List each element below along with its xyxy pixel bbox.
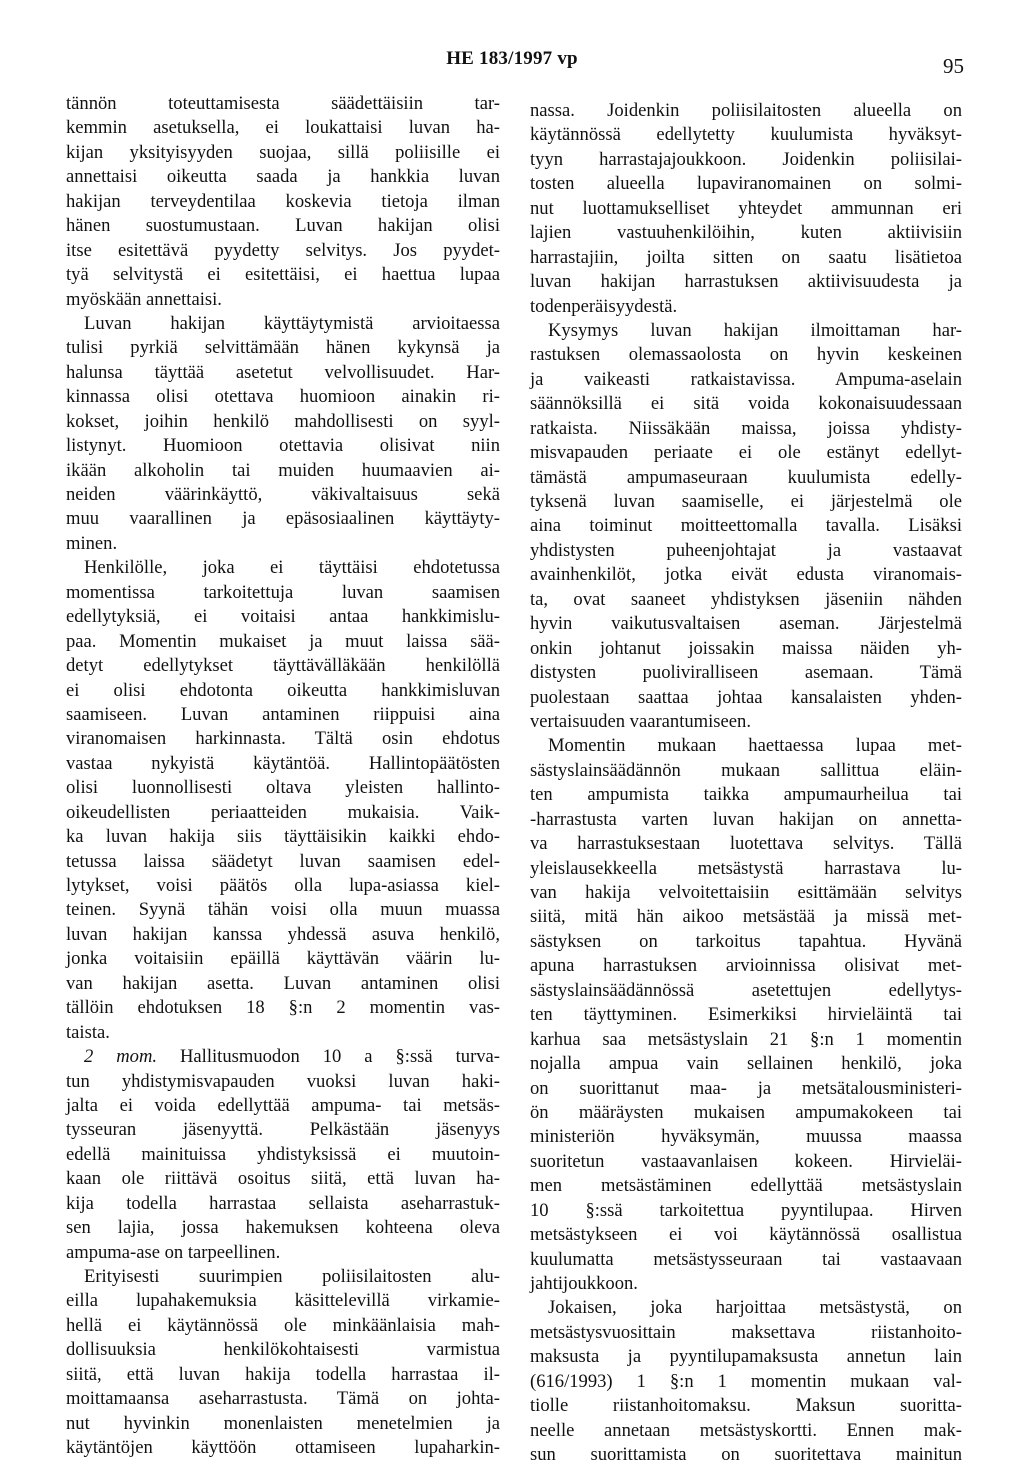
text-line <box>66 361 500 385</box>
text-line <box>66 1118 500 1142</box>
line-text: va harrastuksestaan luotettava selvitys. Tällä <box>530 833 962 855</box>
text-line <box>66 263 500 287</box>
text-line <box>530 881 962 905</box>
line-text: Jokaisen, joka harjoittaa metsästystä, on <box>548 1297 962 1319</box>
text-line <box>66 214 500 238</box>
text-line <box>530 1443 962 1467</box>
text-line <box>530 905 962 929</box>
text-line <box>66 630 500 654</box>
text-line <box>530 172 962 196</box>
text-line <box>66 410 500 434</box>
line-text: yleislausekkeella metsästystä harrastava lu- <box>530 857 962 879</box>
line-text: paa. Momentin mukaiset ja muut laissa sää- <box>66 630 500 652</box>
line-text: misvapauden periaate ei ole estänyt edellyt- <box>530 442 962 464</box>
line-text: käytäntöjen käyttöön ottamiseen lupaharkin- <box>66 1437 500 1459</box>
text-line <box>530 1370 962 1394</box>
text-line <box>66 850 500 874</box>
text-line <box>530 1077 962 1101</box>
line-text: käytännössä edellytetty kuulumista hyväksyt- <box>530 124 962 146</box>
line-text: moittamaansa aseharrastusta. Tämä on johta- <box>66 1388 500 1410</box>
line-text: siitä, että luvan hakija todella harrastaa il- <box>66 1363 500 1385</box>
text-line <box>530 1296 962 1320</box>
line-text: ratkaista. Niissäkään maissa, joissa yhdisty- <box>530 417 962 439</box>
line-text: yhdistysten puheenjohtajat ja vastaavat <box>530 539 962 561</box>
line-text: suoritetun vastaavanlaisen kokeen. Hirvieläi- <box>530 1150 962 1172</box>
text-line <box>530 1321 962 1345</box>
line-text: jonka voitaisiin epäillä käyttävän väärin lu- <box>66 948 500 970</box>
line-text: tyksenä luvan saamiselle, ei järjestelmä ole <box>530 491 962 512</box>
line-text: hellä ei käytännössä ole minkäänlaisia mah- <box>66 1314 500 1336</box>
text-line <box>530 221 962 245</box>
line-text: kaan ole riittävä osoitus siitä, että luvan ha- <box>66 1168 500 1190</box>
text-line <box>66 1387 500 1411</box>
line-text: kemmin asetuksella, ei loukattaisi luvan ha- <box>66 117 500 139</box>
line-text: vertaisuuden vaarantumiseen. <box>530 710 751 732</box>
line-text: rastuksen olemassaolosta on hyvin keskeinen <box>530 344 962 366</box>
line-text: maksusta ja pyyntilupamaksusta annetun lain <box>530 1346 962 1368</box>
text-line <box>530 1345 962 1369</box>
text-line <box>66 703 500 727</box>
line-text: apuna harrastuksen arvioinnissa olisivat met- <box>530 955 962 977</box>
line-text: nassa. Joidenkin poliisilaitosten alueella on <box>530 100 962 121</box>
line-text: aina toiminut moitteettomalla tavalla. Lisäksi <box>530 515 962 537</box>
text-line <box>530 1150 962 1174</box>
text-line <box>66 1192 500 1216</box>
text-line <box>530 710 962 734</box>
text-line <box>530 246 962 270</box>
text-line <box>530 490 962 514</box>
text-line <box>66 727 500 751</box>
italic-term: 2 mom. <box>84 1046 158 1068</box>
text-line <box>530 979 962 1003</box>
line-text: onkin johtanut joissakin maissa näiden yh- <box>530 637 962 659</box>
line-text: sästyslainsäädännön mukaan sallittua eläin- <box>530 759 962 781</box>
line-text: ministeriön hyväksymän, muussa maassa <box>530 1126 962 1148</box>
line-text: Hallitusmuodon 10 a §:ssä turva- <box>157 1046 501 1068</box>
text-line <box>66 1314 500 1338</box>
text-line <box>530 466 962 490</box>
line-text: tyyn harrastajajoukkoon. Joidenkin poliisilai- <box>530 148 962 170</box>
text-line <box>66 801 500 825</box>
line-text: viranomaisen harkinnasta. Tältä osin ehdotus <box>66 728 500 750</box>
text-line <box>66 239 500 263</box>
text-line <box>66 1070 500 1094</box>
text-line <box>530 99 962 123</box>
text-line <box>530 197 962 221</box>
line-text: edellä mainituissa yhdistyksissä ei muutoin- <box>66 1143 500 1165</box>
text-line <box>66 1265 500 1289</box>
text-line <box>530 1272 962 1296</box>
line-text: lytykset, voisi päätös olla lupa-asiassa kiel- <box>66 875 500 896</box>
text-line <box>66 1289 500 1313</box>
text-line <box>530 808 962 832</box>
line-text: detyt edellytykset täyttävälläkään henkilöllä <box>66 655 500 677</box>
line-text: lajien vastuuhenkilöihin, kuten aktiivisiin <box>530 222 962 244</box>
text-line <box>530 588 962 612</box>
line-text: nojalla ampua vain sellainen henkilö, joka <box>530 1053 962 1075</box>
text-line <box>530 319 962 343</box>
text-line <box>66 483 500 507</box>
page-header <box>0 48 1024 82</box>
line-text: vastaa nykyistä käytäntöä. Hallintopäätösten <box>66 752 500 774</box>
text-line <box>66 434 500 458</box>
text-line <box>66 947 500 971</box>
line-text: ka luvan hakija siis täyttäisikin kaikki ehdo- <box>66 826 500 848</box>
line-text: minen. <box>66 532 118 554</box>
text-line <box>530 1174 962 1198</box>
text-line <box>66 1436 500 1460</box>
text-line <box>530 1028 962 1052</box>
text-line <box>530 514 962 538</box>
text-line <box>66 1167 500 1191</box>
text-line <box>530 930 962 954</box>
line-text: sästyslainsäädännössä asetettujen edellytys- <box>530 979 962 1001</box>
text-line <box>530 832 962 856</box>
line-text: edellytyksiä, ei voitaisi antaa hankkimislu- <box>66 606 500 628</box>
line-text: ikään alkoholin tai muiden huumaavien ai- <box>66 459 500 481</box>
text-line <box>530 123 962 147</box>
line-text: tysseuran jäsenyyttä. Pelkästään jäsenyys <box>66 1119 500 1141</box>
text-line <box>530 563 962 587</box>
text-line <box>530 1003 962 1027</box>
text-line <box>530 441 962 465</box>
line-text: ten ampumista taikka ampumaurheilua tai <box>530 784 962 806</box>
text-line <box>66 923 500 947</box>
line-text: distysten puoliviralliseen asemaan. Tämä <box>530 662 962 684</box>
line-text: kija todella harrastaa sellaista aseharrastuk- <box>66 1192 500 1214</box>
line-text: eilla lupahakemuksia käsittelevillä virkamie- <box>66 1290 500 1312</box>
line-text: ta, ovat saaneet yhdistyksen jäseniin nähden <box>530 588 962 610</box>
text-line <box>66 141 500 165</box>
line-text: itse esitettävä pyydetty selvitys. Jos pyydet- <box>66 239 500 261</box>
text-line <box>66 605 500 629</box>
text-line <box>66 581 500 605</box>
text-line <box>66 752 500 776</box>
text-line <box>66 459 500 483</box>
line-text: Kysymys luvan hakijan ilmoittaman har- <box>548 319 962 341</box>
text-line <box>66 165 500 189</box>
line-text: hakijan terveydentilaa koskevia tietoja ilman <box>66 190 500 212</box>
line-text: todenperäisyydestä. <box>530 295 678 317</box>
line-text: oikeudellisten periaatteiden mukaisia. Vaik- <box>66 801 500 823</box>
line-text: luvan hakijan harrastuksen aktiivisuudesta ja <box>530 271 962 293</box>
document-identifier: HE 183/1997 vp <box>446 48 578 69</box>
text-line <box>530 1052 962 1076</box>
text-line <box>530 1394 962 1418</box>
line-text: kijan yksityisyyden suojaa, sillä poliisille ei <box>66 141 500 163</box>
text-line <box>66 507 500 531</box>
line-text: tetussa laissa säädetyt luvan saamisen edel- <box>66 850 500 872</box>
line-text: luvan hakijan kanssa yhdessä asuva henkilö, <box>66 923 500 945</box>
left-text-column <box>66 92 500 1461</box>
line-text: jalta ei voida edellyttää ampuma- tai metsäs- <box>66 1094 500 1116</box>
line-text: tämästä ampumaseuraan kuulumista edelly- <box>530 466 962 488</box>
line-text: van hakija velvoitettaisiin esittämään selvitys <box>530 882 962 903</box>
line-text: Erityisesti suurimpien poliisilaitosten alu- <box>84 1266 500 1287</box>
line-text: on suorittanut maa- ja metsätalousministeri- <box>530 1077 962 1099</box>
line-text: puolestaan saattaa johtaa kansalaisten yhden- <box>530 686 962 708</box>
text-line <box>530 857 962 881</box>
line-text: metsästykseen ei voi käytännössä osallistua <box>530 1224 962 1246</box>
line-text: ön määräysten mukaisen ampumakokeen tai <box>530 1101 962 1123</box>
line-text: hänen suostumustaan. Luvan hakijan olisi <box>66 215 500 237</box>
text-line <box>66 1021 500 1045</box>
text-line <box>530 368 962 392</box>
text-line <box>66 1241 500 1265</box>
line-text: 10 §:ssä tarkoitettua pyyntilupaa. Hirven <box>530 1199 962 1221</box>
line-text: tulisi pyrkiä selvittämään hänen kykynsä ja <box>66 337 500 359</box>
text-line <box>530 734 962 758</box>
line-text: ten täyttyminen. Esimerkiksi hirvieläintä tai <box>530 1004 962 1026</box>
line-text: Momentin mukaan haettaessa lupaa met- <box>548 735 962 757</box>
line-text: ei olisi ehdotonta oikeutta hankkimisluvan <box>66 679 500 701</box>
line-text: tällöin ehdotuksen 18 §:n 2 momentin vas- <box>66 997 500 1019</box>
line-text: olisi luonnollisesti oltava yleisten hallinto- <box>66 777 500 799</box>
line-text: Luvan hakijan käyttäytymistä arvioitaessa <box>84 312 500 334</box>
text-line <box>66 116 500 140</box>
line-text: annettaisi oikeutta saada ja hankkia luvan <box>66 166 500 188</box>
text-line <box>66 1363 500 1387</box>
text-line <box>530 1199 962 1223</box>
text-line <box>530 295 962 319</box>
line-text: tiolle riistanhoitomaksu. Maksun suoritta- <box>530 1395 962 1417</box>
line-text: metsästysvuosittain maksettava riistanhoito- <box>530 1321 962 1343</box>
line-text: neiden väärinkäyttö, väkivaltaisuus sekä <box>66 484 500 505</box>
text-line <box>66 532 500 556</box>
text-line <box>66 556 500 580</box>
line-text: tun yhdistymisvapauden vuoksi luvan haki- <box>66 1070 500 1092</box>
line-text: kokset, joihin henkilö mahdollisesti on syyl- <box>66 410 500 432</box>
line-text: van hakijan asetta. Luvan antaminen olisi <box>66 972 500 994</box>
text-line <box>530 343 962 367</box>
text-line <box>66 92 500 116</box>
line-text: myöskään annettaisi. <box>66 288 222 310</box>
text-line <box>66 1338 500 1362</box>
line-text: teinen. Syynä tähän voisi olla muun muassa <box>66 899 500 921</box>
text-line <box>530 392 962 416</box>
line-text: tosten alueella lupaviranomainen on solmi- <box>530 173 962 195</box>
text-line <box>530 270 962 294</box>
text-line <box>66 679 500 703</box>
line-text: (616/1993) 1 §:n 1 momentin mukaan val- <box>530 1370 962 1392</box>
line-text: kinnassa olisi otettava huomioon ainakin ri- <box>66 386 500 408</box>
line-text: harrastajiin, joilta sitten on saatu lisätietoa <box>530 246 962 268</box>
line-text: säännöksillä ei sitä voida kokonaisuudessaan <box>530 393 962 415</box>
line-text: ampuma-ase on tarpeellinen. <box>66 1241 281 1263</box>
line-text: taista. <box>66 1021 110 1043</box>
line-text: ja vaikeasti ratkaistavissa. Ampuma-aselain <box>530 368 962 390</box>
text-line <box>66 385 500 409</box>
line-text: -harrastusta varten luvan hakijan on annetta- <box>530 808 962 830</box>
text-line <box>66 312 500 336</box>
line-text: momentissa tarkoitettuja luvan saamisen <box>66 581 500 603</box>
line-text: hyvin vaikutusvaltaisen aseman. Järjestelmä <box>530 613 962 635</box>
text-line <box>530 1125 962 1149</box>
text-line <box>530 661 962 685</box>
line-text: halunsa täyttää asetetut velvollisuudet. Har- <box>66 361 500 383</box>
text-line <box>530 1419 962 1443</box>
line-text: neelle annetaan metsästyskortti. Ennen mak- <box>530 1419 962 1441</box>
line-text: tyä selvitystä ei esitettäisi, ei haettua lupaa <box>66 264 500 286</box>
text-line <box>530 686 962 710</box>
line-text: sästyksen on tarkoitus tapahtua. Hyvänä <box>530 930 962 952</box>
text-line <box>66 288 500 312</box>
line-text: saamiseen. Luvan antaminen riippuisi aina <box>66 703 500 725</box>
line-text: dollisuuksia henkilökohtaisesti varmistua <box>66 1339 500 1361</box>
text-line <box>530 954 962 978</box>
text-line <box>66 825 500 849</box>
line-text: sen lajia, jossa hakemuksen kohteena oleva <box>66 1217 500 1239</box>
text-line <box>66 1412 500 1436</box>
line-text: Henkilölle, joka ei täyttäisi ehdotetussa <box>84 557 500 579</box>
right-text-column <box>530 99 962 1468</box>
line-text: nut luottamukselliset yhteydet ammunnan eri <box>530 197 962 219</box>
text-line <box>530 539 962 563</box>
text-line <box>530 637 962 661</box>
text-line <box>530 417 962 441</box>
text-line <box>66 972 500 996</box>
text-line <box>530 148 962 172</box>
text-line <box>66 654 500 678</box>
line-text: sun suorittamista on suoritettava mainitun <box>530 1444 962 1466</box>
text-line <box>66 1216 500 1240</box>
text-line <box>66 190 500 214</box>
text-line <box>530 783 962 807</box>
text-line <box>66 1143 500 1167</box>
line-text: nut hyvinkin monenlaisten menetelmien ja <box>66 1412 500 1434</box>
text-line <box>66 776 500 800</box>
text-line <box>530 1248 962 1272</box>
line-text: men metsästäminen edellyttää metsästyslain <box>530 1175 962 1197</box>
text-line <box>530 1223 962 1247</box>
line-text: karhua saa metsästyslain 21 §:n 1 momentin <box>530 1028 962 1050</box>
page-number: 95 <box>943 54 964 78</box>
text-line <box>66 336 500 360</box>
line-text: muu vaarallinen ja epäsosiaalinen käyttäyty- <box>66 508 500 530</box>
text-line <box>66 996 500 1020</box>
text-line <box>530 1101 962 1125</box>
text-line <box>66 1045 500 1069</box>
text-line <box>530 759 962 783</box>
line-text: tännön toteuttamisesta säädettäisiin tar- <box>66 93 500 114</box>
line-text: avainhenkilöt, jotka eivät edusta viranomais- <box>530 564 962 586</box>
line-text: siitä, mitä hän aikoo metsästää ja missä met- <box>530 906 962 928</box>
line-text: listynyt. Huomioon otettavia olisivat niin <box>66 435 500 457</box>
line-text: kuulumatta metsästysseuraan tai vastaavaan <box>530 1248 962 1270</box>
text-line <box>66 1094 500 1118</box>
line-text: jahtijoukkoon. <box>530 1273 638 1294</box>
text-line <box>66 874 500 898</box>
text-line <box>530 612 962 636</box>
text-line <box>66 898 500 922</box>
